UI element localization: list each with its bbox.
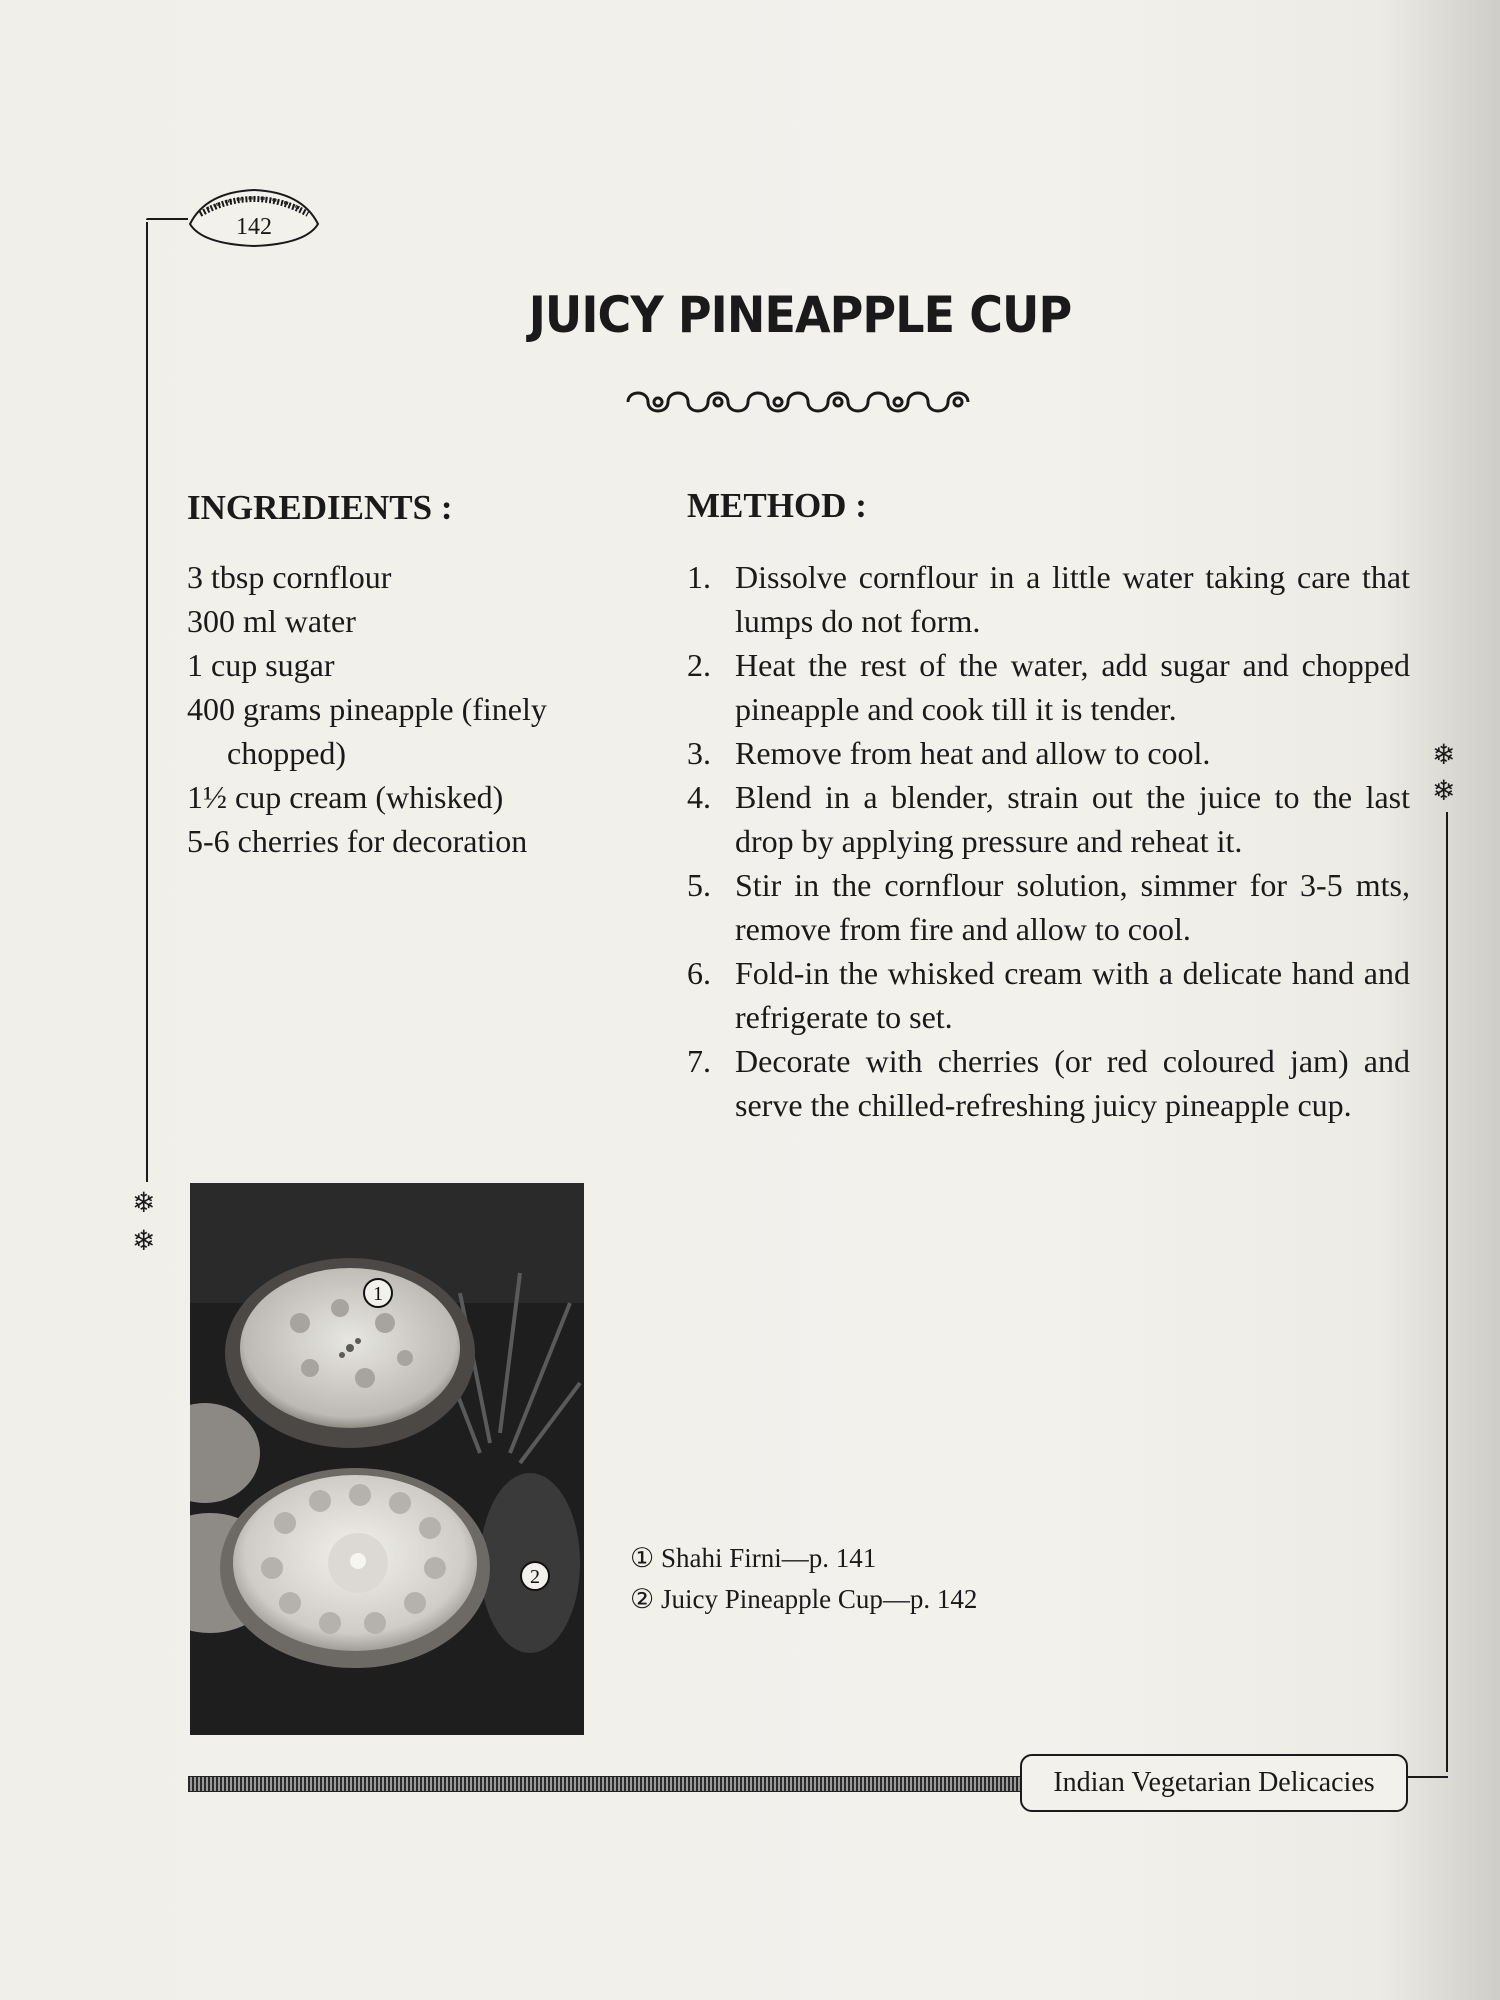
step-number: 4. (687, 779, 711, 815)
step-text: Remove from heat and allow to cool. (735, 735, 1211, 771)
method-heading: METHOD : (687, 486, 867, 525)
step-text: Heat the rest of the water, add sugar and chopped pineapple and cook till it is tender. (735, 647, 1410, 727)
method-list (687, 555, 1410, 1127)
step-text: Blend in a blender, strain out the juice to the last drop by applying pressure and reheat it. (735, 779, 1410, 859)
right-frame-foot (1406, 1776, 1448, 1778)
method-step (687, 951, 1410, 1039)
right-frame-line (1446, 812, 1448, 1772)
left-frame-line (146, 222, 148, 1182)
caption-item: ② Juicy Pineapple Cup—p. 142 (630, 1584, 978, 1614)
ingredients-heading: INGREDIENTS : (187, 488, 453, 527)
method-step (687, 731, 1410, 775)
ingredients-list (187, 555, 657, 863)
step-number: 3. (687, 735, 711, 771)
page-number-badge (186, 186, 322, 252)
ingredient-item: 400 grams pineapple (finely chopped) (187, 691, 547, 771)
step-text: Dissolve cornflour in a little water taking care that lumps do not form. (735, 559, 1410, 639)
ingredient-item: 3 tbsp cornflour (187, 559, 392, 595)
ingredient-item: 5-6 cherries for decoration (187, 823, 528, 859)
step-text: Fold-in the whisked cream with a delicate hand and refrigerate to set. (735, 955, 1410, 1035)
page-number: 142 (236, 214, 272, 240)
photo-marker-2: 2 (530, 1566, 540, 1588)
step-number: 5. (687, 867, 711, 903)
ingredient-item: 1 cup sugar (187, 647, 335, 683)
step-number: 7. (687, 1043, 711, 1079)
method-step (687, 643, 1410, 731)
footer-rule (188, 1776, 1020, 1792)
step-number: 6. (687, 955, 711, 991)
method-step (687, 555, 1410, 643)
step-text: Stir in the cornflour solution, simmer for 3-5 mts, remove from fire and allow to cool. (735, 867, 1410, 947)
step-number: 1. (687, 559, 711, 595)
title-ornament (620, 384, 980, 420)
step-number: 2. (687, 647, 711, 683)
dessert-illustration (190, 1183, 584, 1735)
snowflake-icon: ❄ (1432, 776, 1456, 807)
recipe-title: JUICY PINEAPPLE CUP (528, 286, 1072, 344)
step-text: Decorate with cherries (or red coloured jam) and serve the chilled-refreshing juicy pineapple cup. (735, 1043, 1410, 1123)
photo-marker-1: 1 (373, 1283, 383, 1305)
book-title-label: Indian Vegetarian Delicacies (1020, 1754, 1408, 1812)
left-frame-curve (146, 218, 188, 220)
snowflake-icon: ❄ (132, 1188, 156, 1219)
dessert-photo (190, 1183, 584, 1735)
caption-item: ① Shahi Firni—p. 141 (630, 1543, 877, 1573)
flourish-icon (620, 384, 980, 420)
ingredient-item: 1½ cup cream (whisked) (187, 779, 504, 815)
method-step (687, 1039, 1410, 1127)
ingredient-item: 300 ml water (187, 603, 356, 639)
method-step (687, 775, 1410, 863)
photo-captions (630, 1538, 977, 1620)
snowflake-icon: ❄ (1432, 740, 1456, 771)
method-step (687, 863, 1410, 951)
snowflake-icon: ❄ (132, 1226, 156, 1257)
